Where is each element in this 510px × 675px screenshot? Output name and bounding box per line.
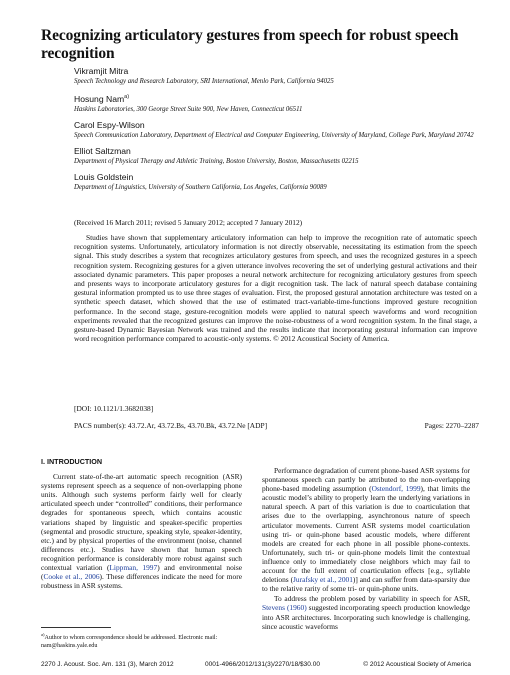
footer-copyright: © 2012 Acoustical Society of America bbox=[363, 661, 471, 668]
author-name: Hosung Nam bbox=[74, 93, 125, 104]
pacs-numbers: PACS number(s): 43.72.Ar, 43.72.Bs, 43.70.Bk, 43.72.Ne [ADP] bbox=[74, 421, 268, 430]
citation-link[interactable]: Stevens (1960) bbox=[262, 603, 307, 613]
abstract: Studies have shown that supplementary articulatory information can help to improve the recognition rate of automatic speech recognition systems. Unfortunately, articulatory information is not directly observable, necessitating its estimation from the speech signal. This study describes a system that recognizes articulatory gestures from speech, and uses the recognized gestures in a speech recognition system. Recognizing gestures for a given utterance involves recovering the set of underlying gestural activations and their associated dynamic parameters. This paper proposes a neural network architecture for recognizing articulatory gestures from speech and presents ways to incorporate articulatory gestures for a digit recognition task. The lack of natural speech database containing gestural information prompted us to use three stages of evaluation. First, the proposed gestural annotation architecture was tested on a synthetic speech dataset, which showed that the use of estimated tract-variable-time-functions improved gesture recognition performance. In the second stage, gesture-recognition models were applied to natural speech waveforms and word recognition experiments revealed that the recognized gestures can improve the noise-robustness of a word recognition system. In the final stage, a gesture-based Dynamic Bayesian Network was trained and the results indicate that incorporating gestural information can improve word recognition performance compared to acoustic-only systems. © 2012 Acoustical Society of America. bbox=[74, 233, 477, 344]
author-name: Elliot Saltzman bbox=[74, 145, 131, 156]
footnote-text: Author to whom correspondence should be addressed. Electronic mail: nam@haskins.yale.edu bbox=[41, 635, 218, 649]
author-name: Vikramjit Mitra bbox=[74, 66, 129, 76]
footer-journal: 2270 J. Acoust. Soc. Am. 131 (3), March 2012 bbox=[41, 661, 174, 668]
pacs-line bbox=[74, 421, 479, 430]
body-paragraph: Performance degradation of current phone-based ASR systems for spontaneous speech can partly be attributed to the non-overlapping phone-based modeling assumption (Ostendorf, 1999), that limits the acoustic model’s ability to properly learn the underlying variations in natural speech. A part of this variation is due to coarticulation that arises due to the overlapping, asynchronous nature of speech articulator movements. Current ASR systems model coarticulation using tri- or quin-phone based acoustic models, where different models are created for each phone in all possible phone-contexts. Unfortunately, such tri- or quin-phone models limit the contextual influence only to immediately close neighbors which may fail to account for the full extent of coarticulation effects [e.g., syllable deletions (Jurafsky et al., 2001)] and can suffer from data-sparsity due to the relative rarity of some tri- or quin-phone units. bbox=[262, 466, 470, 594]
author-list bbox=[74, 66, 494, 198]
page-footer bbox=[41, 661, 471, 671]
citation-link[interactable]: Ostendorf, 1999 bbox=[371, 484, 421, 494]
author-block bbox=[74, 92, 494, 114]
right-column bbox=[262, 466, 470, 631]
author-affiliation: Speech Communication Laboratory, Department of Electrical and Computer Engineering, University of Maryland, College Park, Maryland 20742 bbox=[74, 131, 474, 139]
citation-link[interactable]: Lippman, 1997 bbox=[109, 563, 158, 573]
author-name: Louis Goldstein bbox=[74, 171, 134, 182]
body-paragraph: To address the problem posed by variability in speech for ASR, Stevens (1960) suggested incorporating speech production knowledge into ASR architectures. Incorporating such knowledge is challenging, since acoustic waveforms bbox=[262, 594, 471, 631]
author-affiliation: Department of Physical Therapy and Athletic Training, Boston University, Boston, Massachusetts 02215 bbox=[74, 157, 359, 165]
footnote bbox=[41, 631, 242, 650]
author-block bbox=[74, 146, 494, 166]
paper-title: Recognizing articulatory gestures from speech for robust speech recognition bbox=[41, 27, 459, 62]
footnote-divider bbox=[41, 627, 111, 628]
footnote-marker[interactable]: a) bbox=[124, 94, 130, 100]
citation-link[interactable]: Cooke et al., 2006 bbox=[43, 572, 100, 582]
author-block bbox=[74, 120, 494, 140]
doi-link[interactable]: [DOI: 10.1121/1.3682038] bbox=[74, 404, 154, 413]
citation-link[interactable]: Jurafsky et al., 2001 bbox=[293, 575, 353, 585]
received-dates: (Received 16 March 2011; revised 5 January 2012; accepted 7 January 2012) bbox=[74, 218, 303, 227]
author-block bbox=[74, 172, 494, 192]
page-range: Pages: 2270–2287 bbox=[424, 421, 479, 430]
author-name: Carol Espy-Wilson bbox=[74, 119, 145, 130]
intro-paragraph: Current state-of-the-art automatic speech recognition (ASR) systems represent speech as a sequence of non-overlapping phone units. Although such systems perform fairly well for clearly articulated speech under “controlled” conditions, their performance degrades for spontaneous speech, which contains acoustic variations shaped by linguistic and speaker-specific properties (segmental and prosodic structure, speaking style, speaker-identity, etc.) and by physical properties of the environment (noise, channel differences etc.). Studies have shown that human speech recognition performance is considerably more robust against such contextual variation (Lippman, 1997) and environmental noise (Cooke et al., 2006). These differences indicate the need for more robustness in ASR systems. bbox=[41, 472, 242, 591]
author-block bbox=[74, 66, 494, 86]
footnote-marker: a) bbox=[41, 632, 45, 637]
author-affiliation: Speech Technology and Research Laboratory, SRI International, Menlo Park, California 94025 bbox=[74, 78, 334, 85]
author-affiliation: Department of Linguistics, University of Southern California, Los Angeles, California 90089 bbox=[74, 183, 327, 191]
section-heading: I. INTRODUCTION bbox=[41, 457, 103, 466]
author-affiliation: Haskins Laboratories, 300 George Street Suite 900, New Haven, Connecticut 06511 bbox=[74, 105, 303, 113]
footer-issn: 0001-4966/2012/131(3)/2270/18/$30.00 bbox=[205, 661, 320, 668]
left-column bbox=[41, 457, 242, 590]
